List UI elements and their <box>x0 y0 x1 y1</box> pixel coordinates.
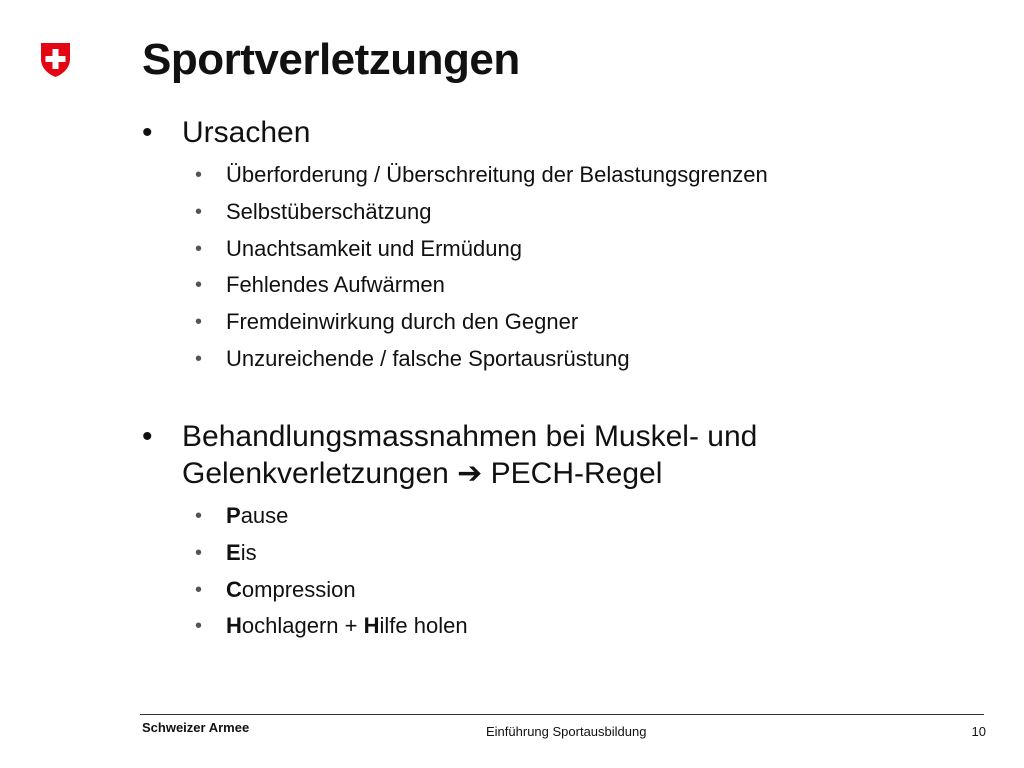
section-treatment <box>142 418 902 645</box>
list-item <box>142 572 902 609</box>
bullet-dot: • <box>195 311 203 334</box>
section-causes <box>142 114 902 378</box>
bullet-dot: • <box>142 420 153 453</box>
list-item-text: Überforderung / Überschreitung der Belastungsgrenzen <box>226 162 768 187</box>
pech-initial: C <box>226 576 242 602</box>
list-item-text: Fehlendes Aufwärmen <box>226 272 445 298</box>
pech-initial: H <box>363 613 380 639</box>
bullet-dot: • <box>195 505 203 527</box>
pech-initial: E <box>226 539 241 565</box>
bullet-dot: • <box>195 541 203 564</box>
list-item <box>142 157 902 194</box>
footer-divider <box>140 714 984 715</box>
bullet-dot: • <box>195 200 203 223</box>
bullet-level1 <box>142 114 902 151</box>
bullet-dot: • <box>195 578 203 601</box>
footer-organization: Schweizer Armee <box>142 720 250 735</box>
page-number: 10 <box>971 724 986 739</box>
arrow-right-icon: ➔ <box>457 457 483 490</box>
list-item-text: Fremdeinwirkung durch den Gegner <box>226 309 579 335</box>
bullet-dot: • <box>195 274 203 297</box>
list-item <box>142 304 902 341</box>
pech-rule-label: PECH-Regel <box>482 457 663 490</box>
list-item <box>142 341 902 378</box>
pech-initial: P <box>226 503 241 528</box>
list-item <box>142 608 902 645</box>
list-item <box>142 231 902 268</box>
bullet-dot: • <box>195 615 203 638</box>
pech-rest: ochlagern + <box>241 613 364 639</box>
list-item-text: Selbstüberschätzung <box>226 198 432 224</box>
bullet-dot: • <box>195 347 203 370</box>
causes-heading: Ursachen <box>182 116 311 149</box>
treatment-heading-line1: Behandlungsmassnahmen bei Muskel- und <box>182 420 758 453</box>
causes-list <box>142 157 902 378</box>
treatment-heading-line2: Gelenkverletzungen <box>182 457 458 490</box>
list-item-text: Unachtsamkeit und Ermüdung <box>226 235 522 261</box>
pech-initial: H <box>226 613 242 639</box>
list-item <box>142 535 902 572</box>
pech-rest: ilfe holen <box>379 613 468 639</box>
pech-rest: ompression <box>241 576 356 602</box>
bullet-level1 <box>142 418 902 492</box>
bullet-dot: • <box>142 116 153 149</box>
list-item <box>142 498 902 535</box>
footer-presentation-title: Einführung Sportausbildung <box>486 724 647 739</box>
pech-rest: ause <box>240 503 289 528</box>
list-item-text: Unzureichende / falsche Sportausrüstung <box>226 345 630 371</box>
bullet-dot: • <box>195 164 203 186</box>
list-item <box>142 267 902 304</box>
bullet-dot: • <box>195 237 203 260</box>
slide-title: Sportverletzungen <box>142 35 520 84</box>
pech-rest: is <box>240 539 257 565</box>
swiss-cross-shield-icon <box>40 42 71 78</box>
list-item <box>142 194 902 231</box>
pech-list <box>142 498 902 645</box>
